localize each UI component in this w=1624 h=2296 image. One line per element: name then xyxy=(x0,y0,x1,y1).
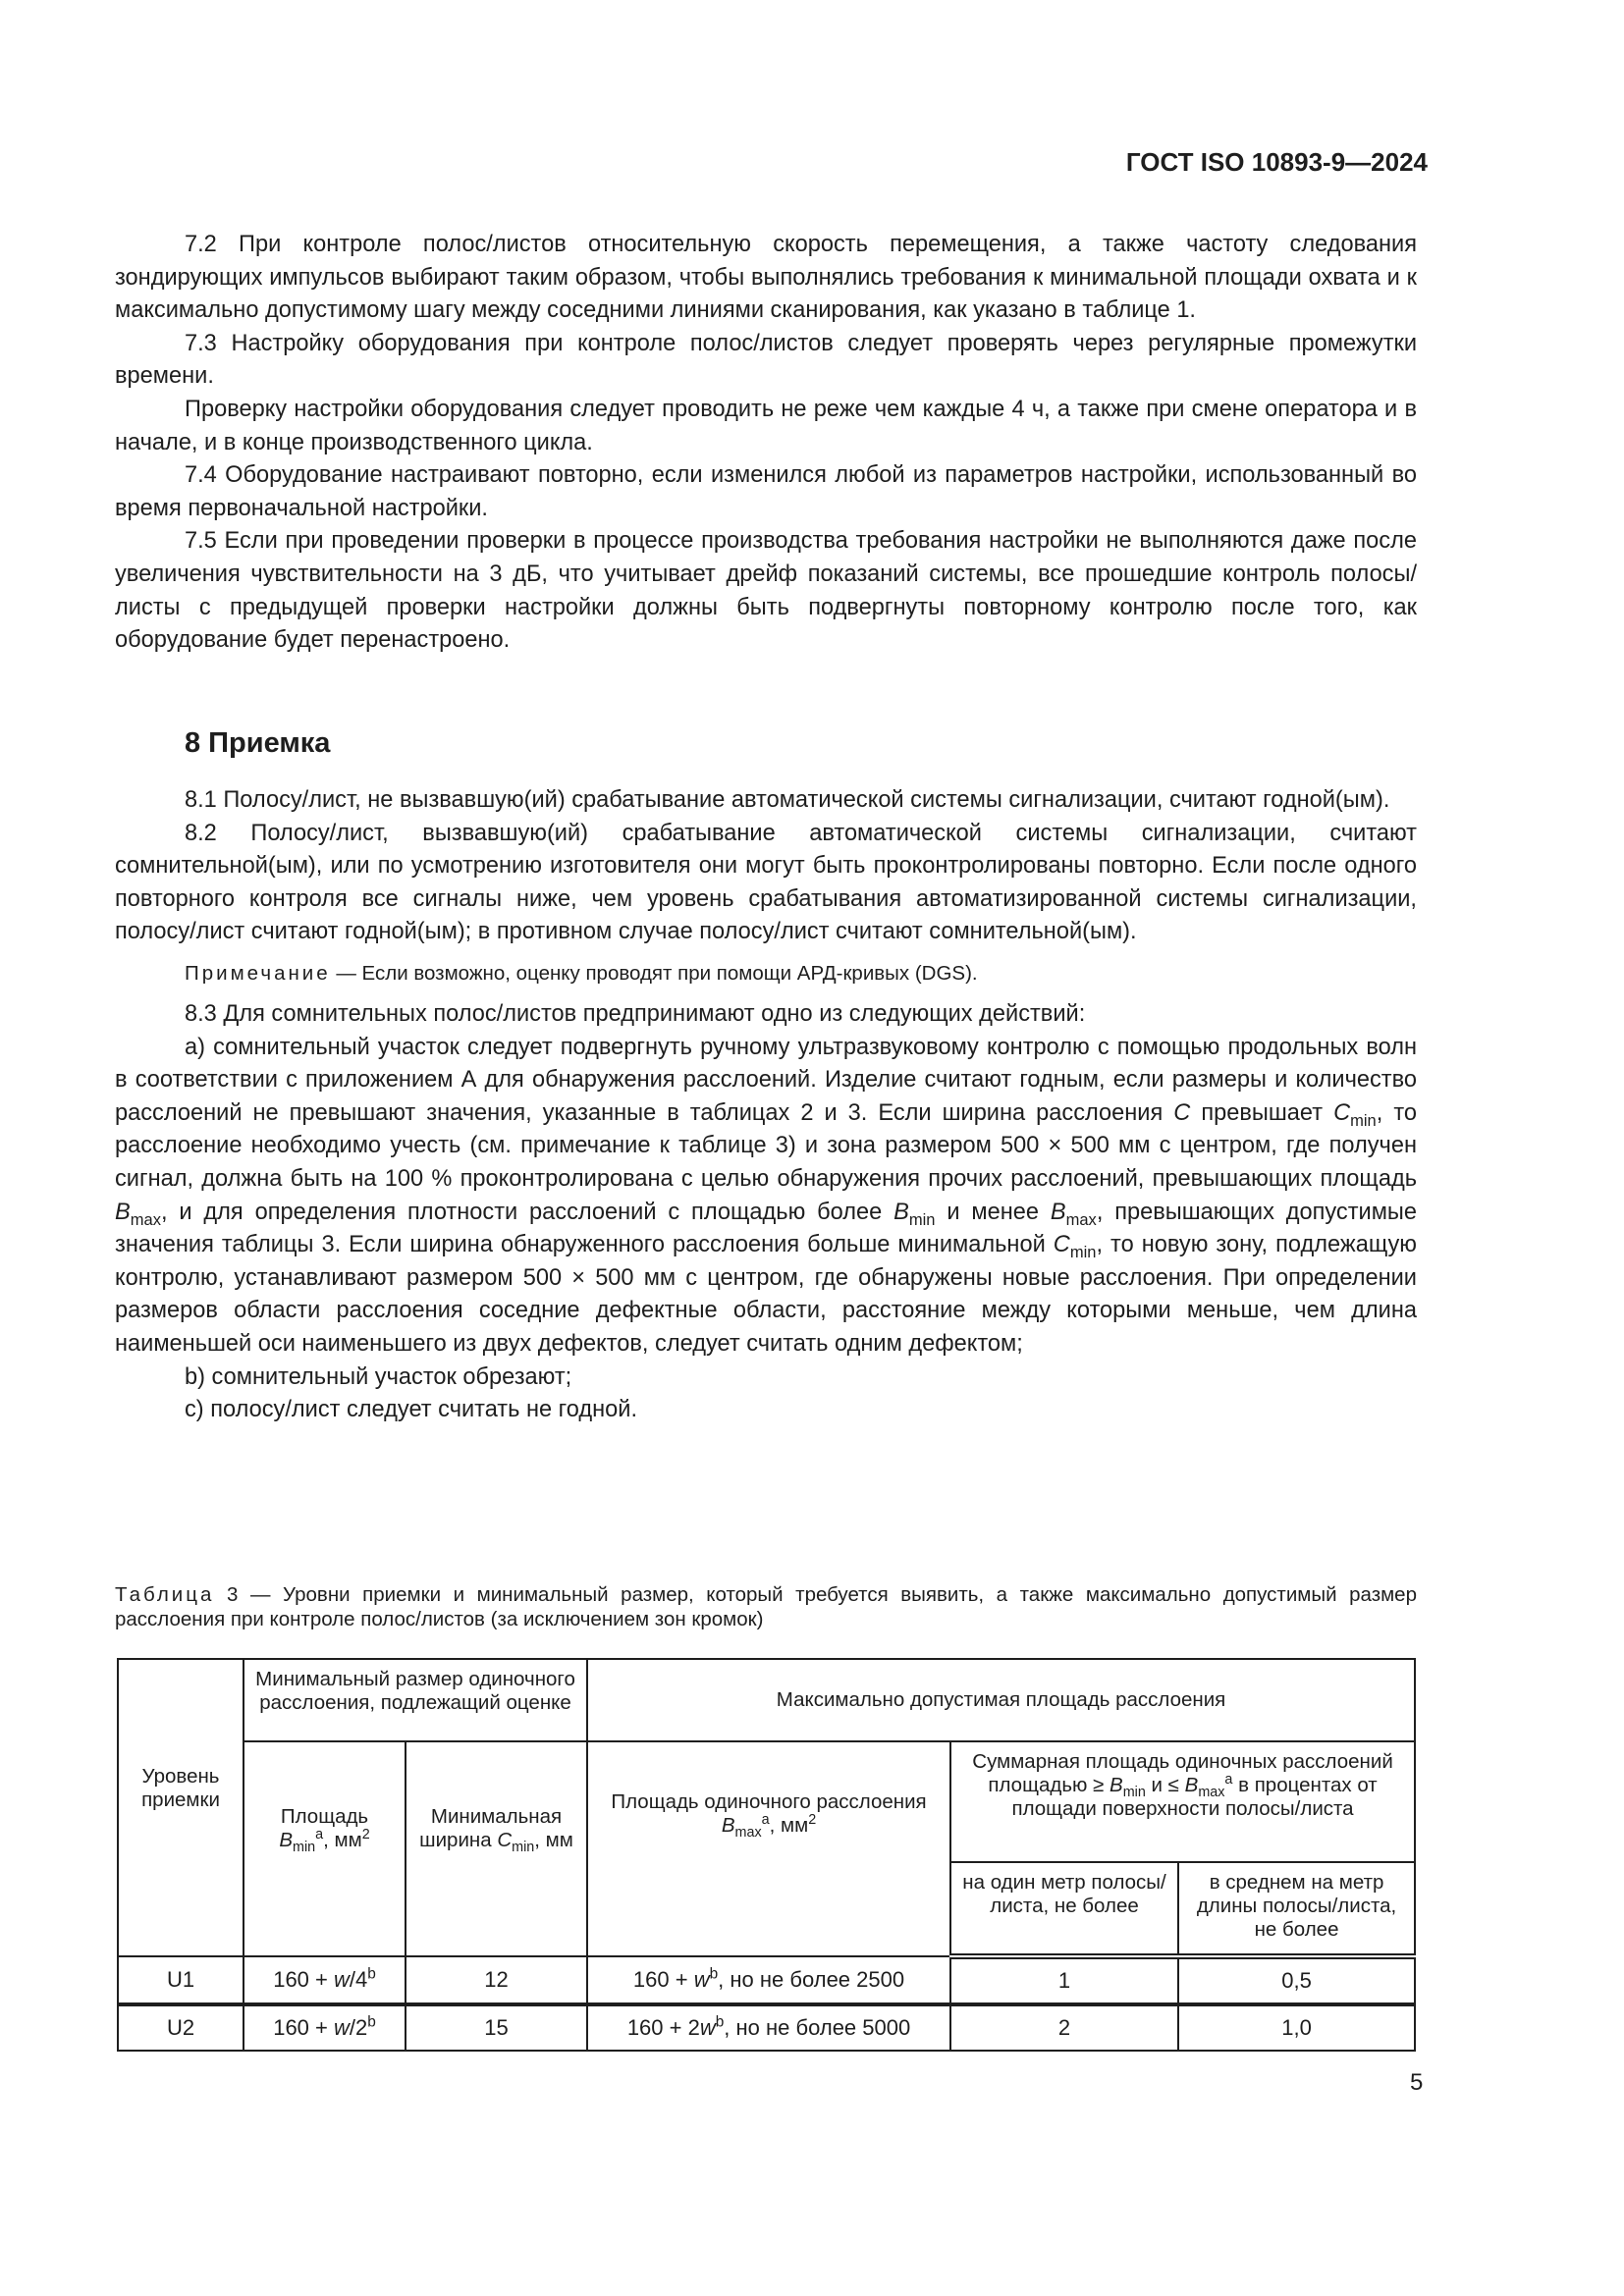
list-item-c: c) полосу/лист следует считать не годной. xyxy=(185,1397,638,1423)
cell-bmin: $160 + w/4^b$ xyxy=(244,1956,406,2004)
page-number: 5 xyxy=(1410,2069,1424,2096)
table-3-caption xyxy=(115,1582,1417,1631)
table-3 xyxy=(117,1658,1416,2052)
paragraph-7-3-continued: Проверку настройки оборудования следует проводить не реже чем каждые 4 ч, а также при смене оператора и в начале, и в конце производственного цикла. xyxy=(115,396,1417,455)
cell-avg-per-meter: 0,5 xyxy=(1178,1956,1415,2004)
section-8-heading: 8 Приемка xyxy=(185,727,331,759)
section-8-text xyxy=(115,784,1417,1427)
paragraph-7-5: 7.5 Если при проведении проверки в процессе производства требования настройки не выполняются даже после увеличения чувствительности на 3 дБ, что учитывает дрейф показаний системы, все прошедшие контроль полосы/листы с предыдущей проверки настройки должны быть подвергнуты повторному контролю после того, как оборудование будет перенастроено. xyxy=(115,528,1417,654)
paragraph-8-1: 8.1 Полосу/лист, не вызвавшую(ий) срабатывание автоматической системы сигнализации, считают годной(ым). xyxy=(185,787,1390,813)
header-min-width-cmin: Минимальная ширина $C_{min}$, мм xyxy=(406,1741,587,1956)
cell-per-meter: 1 xyxy=(950,1956,1178,2004)
cell-bmax: $160 + w^b$, но не более 2500 xyxy=(587,1956,950,2004)
note xyxy=(115,959,1417,988)
header-min-size-group: Минимальный размер одиночного расслоения, подлежащий оценке xyxy=(244,1659,587,1741)
caption-text: 3 — Уровни приемки и минимальный размер, который требуется выявить, а также максимально допустимый размер расслоения при контроле полос/листов (за исключением зон кромок) xyxy=(115,1583,1417,1630)
cell-bmin: $160 + w/2^b$ xyxy=(244,2004,406,2051)
list-item-a: a) сомнительный участок следует подвергнуть ручному ультразвуковому контролю с помощью продольных волн в соответствии с приложением А для обнаружения расслоений. Изделие считают годным, если размеры и количество расслоений не превышают значения, указанные в таблицах 2 и 3. Если ширина расслоения C превышает $C_{min}$, то расслоение необходимо учесть (см. примечание к таблице 3) и зона размером 500 × 500 мм с центром, где получен сигнал, должна быть на 100 % проконтролирована с целью обнаружения прочих расслоений, превышающих площадь $B_{max}$, и для определения плотности расслоений с площадью более $B_{min}$ и менее $B_{max}$, превышающих допустимые значения таблицы 3. Если ширина обнаруженного расслоения больше минимальной $C_{min}$, то новую зону, подлежащую контролю, устанавливают размером 500 × 500 мм с центром, где обнаружены новые расслоения. При определении размеров области расслоения соседние дефектные области, расстояние между которыми меньше, чем длина наименьшей оси наименьшего из двух дефектов, следует считать одним дефектом; xyxy=(115,1034,1418,1357)
paragraph-7-3: 7.3 Настройку оборудования при контроле полос/листов следует проверять через регулярные промежутки времени. xyxy=(115,330,1417,390)
paragraph-8-2: 8.2 Полосу/лист, вызвавшую(ий) срабатывание автоматической системы сигнализации, считают сомнительной(ым), или по усмотрению изготовителя они могут быть проконтролированы повторно. Если после одного повторного контроля все сигналы ниже, чем уровень срабатывания автоматизированной системы сигнализации, полосу/лист считают годной(ым); в противном случае полосу/лист считают сомнительной(ым). xyxy=(115,820,1417,945)
cell-level: U1 xyxy=(118,1956,244,2004)
paragraph-8-3: 8.3 Для сомнительных полос/листов предпринимают одно из следующих действий: xyxy=(185,1000,1086,1027)
header-area-bmin: Площадь $B_{min}^a$, $мм^2$ xyxy=(244,1741,406,1956)
list-item-b: b) сомнительный участок обрезают; xyxy=(185,1363,572,1390)
note-label: Примечание xyxy=(185,961,331,985)
header-acceptance-level: Уровень приемки xyxy=(118,1659,244,1956)
cell-level: U2 xyxy=(118,2004,244,2051)
cell-avg-per-meter: 1,0 xyxy=(1178,2004,1415,2051)
section-7-text xyxy=(115,229,1417,658)
note-text: — Если возможно, оценку проводят при помощи АРД-кривых (DGS). xyxy=(330,961,978,985)
table-row xyxy=(118,2004,1415,2051)
cell-cmin: 15 xyxy=(406,2004,587,2051)
header-single-area-bmax: Площадь одиночного расслоения $B_{max}^a$, $мм^2$ xyxy=(587,1741,950,1956)
header-total-area: Суммарная площадь одиночных расслоений площадью ≥ $B_{min}$ $и \le B_{max}^a$ в процентах от площади поверхности полосы/листа xyxy=(950,1741,1415,1862)
header-avg-per-meter: в среднем на метр длины полосы/листа, не более xyxy=(1178,1862,1415,1956)
caption-label: Таблица xyxy=(115,1583,215,1606)
cell-cmin: 12 xyxy=(406,1956,587,2004)
cell-per-meter: 2 xyxy=(950,2004,1178,2051)
document-code-header: ГОСТ ISO 10893-9—2024 xyxy=(1125,147,1428,177)
table-row xyxy=(118,1956,1415,2004)
header-per-meter: на один метр полосы/листа, не более xyxy=(950,1862,1178,1956)
header-max-area-group: Максимально допустимая площадь расслоения xyxy=(587,1659,1415,1741)
cell-bmax: $160 + 2w^b$, но не более 5000 xyxy=(587,2004,950,2051)
paragraph-7-2: 7.2 При контроле полос/листов относительную скорость перемещения, а также частоту следования зондирующих импульсов выбирают таким образом, чтобы выполнялись требования к минимальной площади охвата и к максимально допустимому шагу между соседними линиями сканирования, как указано в таблице 1. xyxy=(115,232,1417,324)
paragraph-7-4: 7.4 Оборудование настраивают повторно, если изменился любой из параметров настройки, использованный во время первоначальной настройки. xyxy=(115,462,1417,521)
